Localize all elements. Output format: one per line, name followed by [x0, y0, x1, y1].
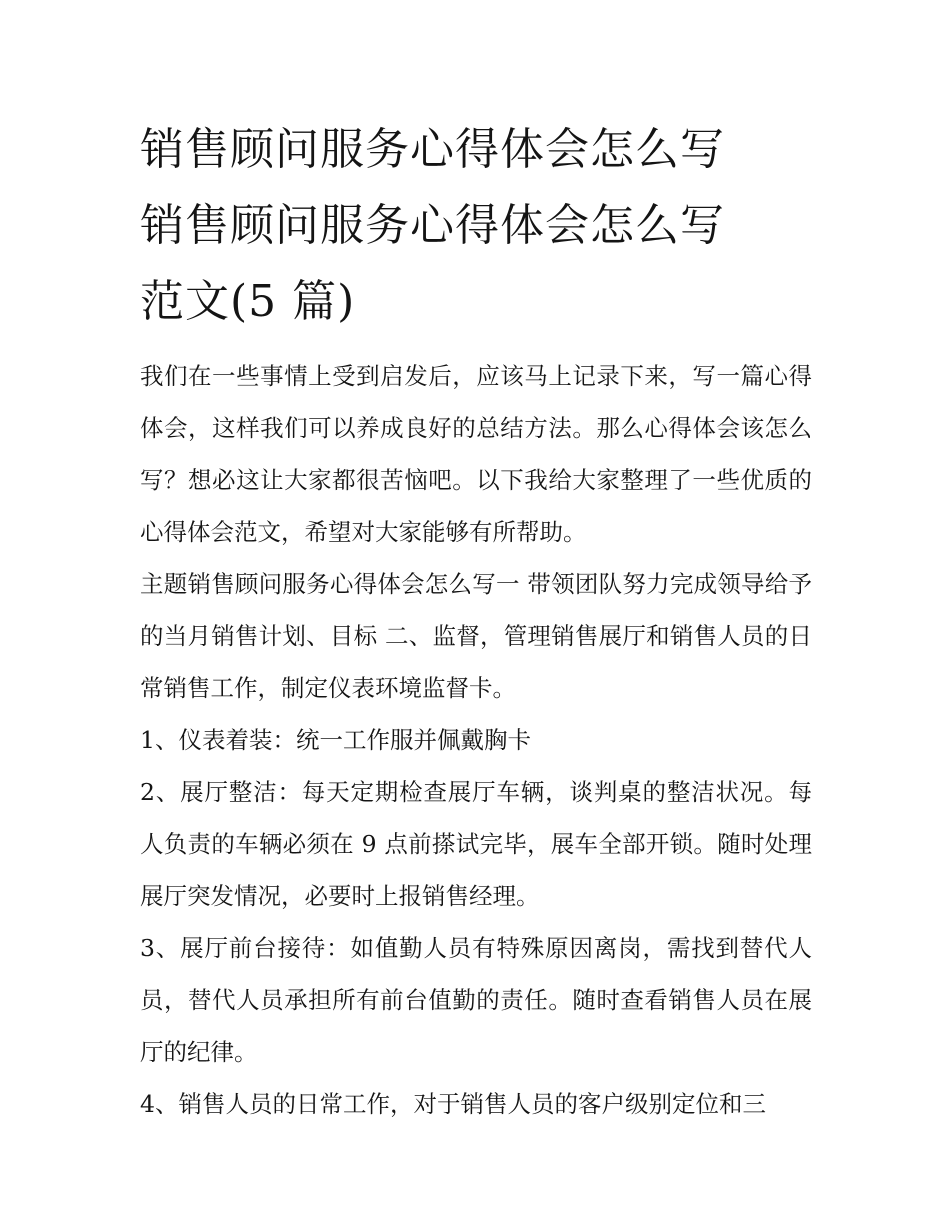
body-paragraph: 主题销售顾问服务心得体会怎么写一 带领团队努力完成领导给予的当月销售计划、目标 二、监督，管理销售展厅和销售人员的日常销售工作，制定仪表环境监督卡。: [140, 570, 812, 702]
title-line: 销售顾问服务心得体会怎么写: [140, 200, 725, 251]
title-line: 范文(5 篇): [140, 276, 356, 327]
intro-paragraph: 我们在一些事情上受到启发后，应该马上记录下来，写一篇心得体会，这样我们可以养成良好的总结方法。那么心得体会该怎么写？想必这让大家都很苦恼吧。以下我给大家整理了一些优质的心得体会范文，希望对大家能够有所帮助。: [140, 362, 812, 546]
list-item-4: 4、销售人员的日常工作，对于销售人员的客户级别定位和三: [140, 1090, 766, 1118]
document-title: [140, 112, 812, 340]
document-content: [140, 112, 812, 1130]
list-item-2: 2、展厅整洁：每天定期检查展厅车辆，谈判桌的整洁状况。每人负责的车辆必须在 9 点前搽试完毕，展车全部开锁。随时处理展厅突发情况，必要时上报销售经理。: [140, 778, 812, 910]
list-item-1: 1、仪表着装：统一工作服并佩戴胸卡: [140, 726, 531, 754]
title-line: 销售顾问服务心得体会怎么写: [140, 124, 725, 175]
list-item-3: 3、展厅前台接待：如值勤人员有特殊原因离岗，需找到替代人员，替代人员承担所有前台值勤的责任。随时查看销售人员在展厅的纪律。: [140, 934, 812, 1066]
